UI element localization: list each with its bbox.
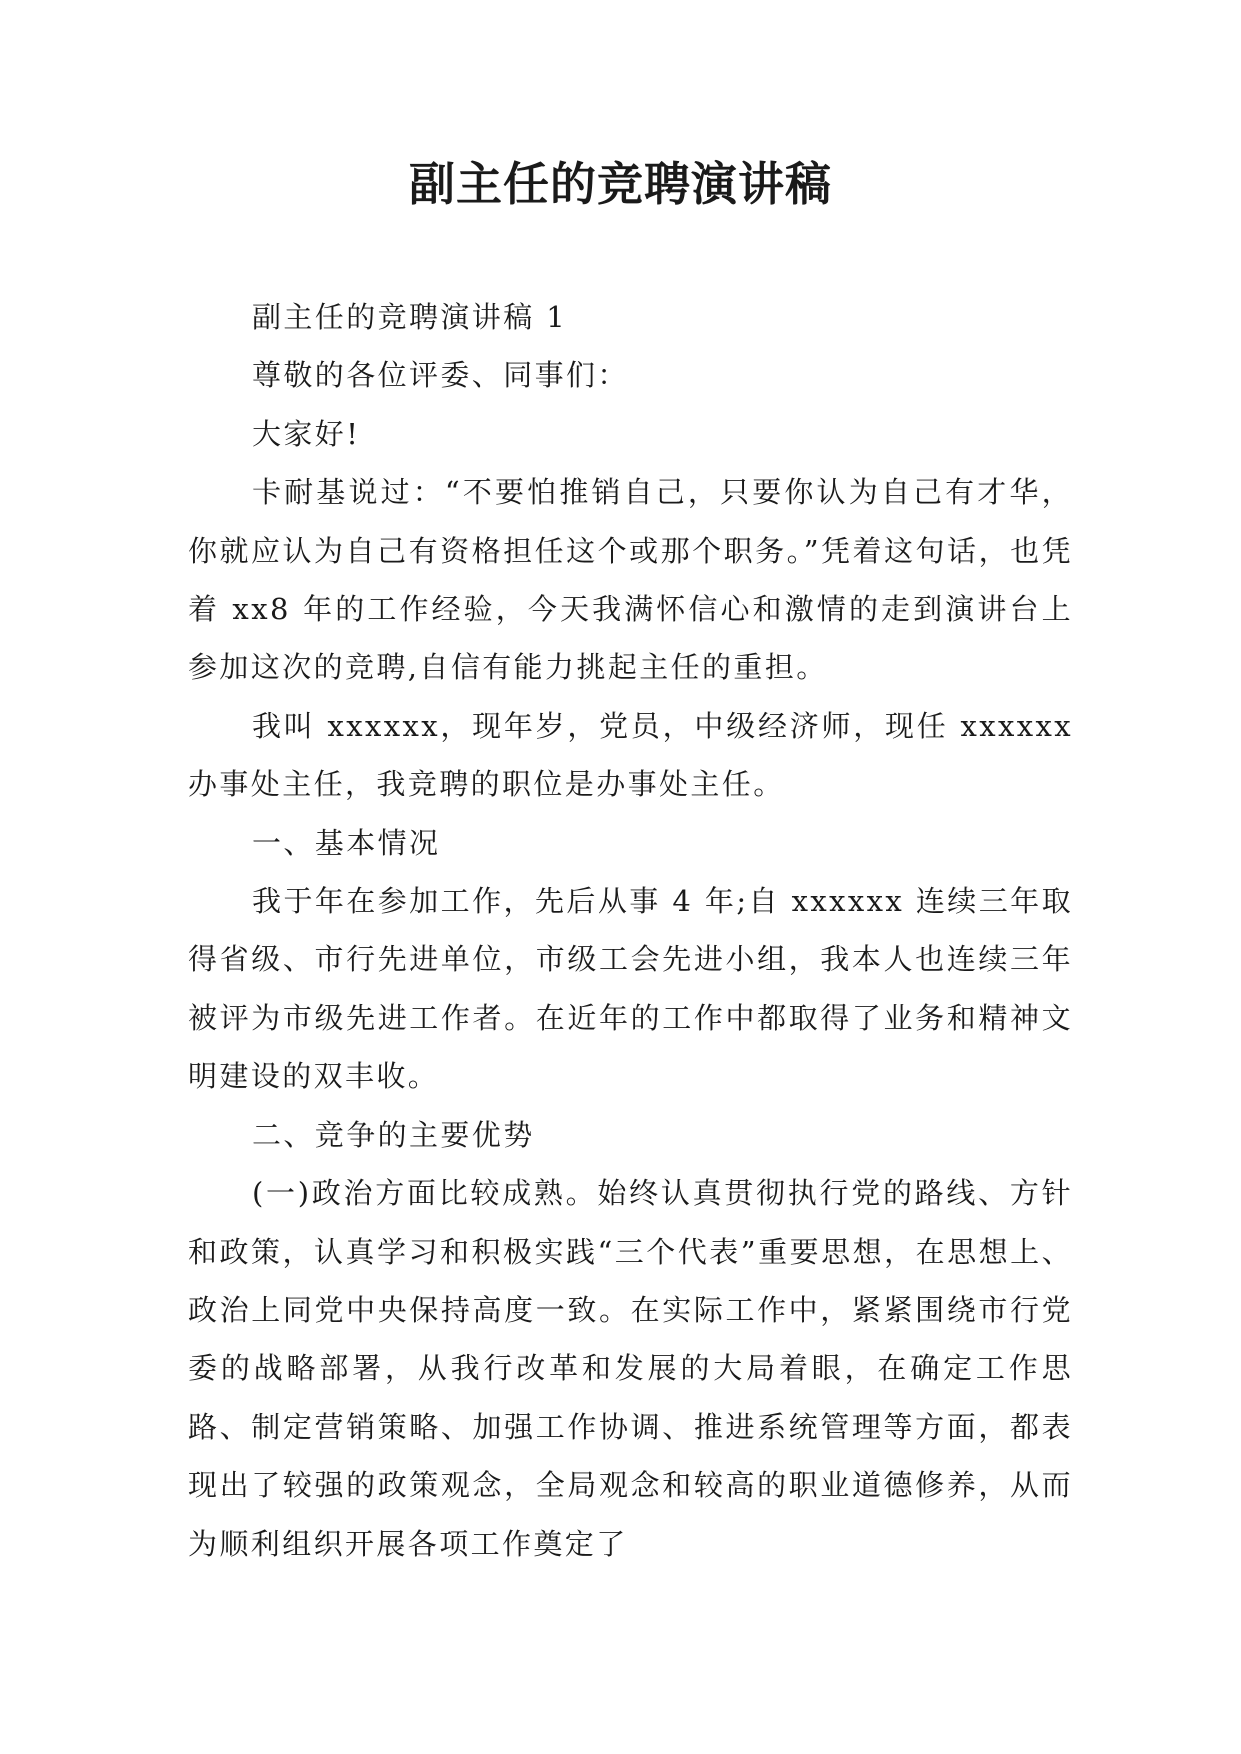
paragraph-salutation: 尊敬的各位评委、同事们：	[252, 358, 629, 393]
document-title: 副主任的竞聘演讲稿	[409, 157, 832, 211]
paragraph-heading-1: 副主任的竞聘演讲稿 1	[252, 300, 568, 334]
paragraph-introduction: 我叫 xxxxxx，现年岁，党员，中级经济师，现任 xxxxxx 办事处主任，我竞聘的职位是办事处主任。	[188, 708, 1073, 802]
paragraph-greeting: 大家好!	[252, 416, 361, 451]
paragraph-basic-info: 我于年在参加工作，先后从事 4 年;自 xxxxxx 连续三年取得省级、市行先进单位，市级工会先进小组，我本人也连续三年被评为市级先进工作者。在近年的工作中都取得了业务和精神文明建设的双丰收。	[188, 884, 1073, 1094]
section-heading-advantages: 二、竞争的主要优势	[252, 1117, 535, 1152]
section-heading-basic-info: 一、基本情况	[252, 825, 441, 860]
paragraph-political: (一)政治方面比较成熟。始终认真贯彻执行党的路线、方针和政策，认真学习和积极实践“三个代表”重要思想，在思想上、政治上同党中央保持高度一致。在实际工作中，紧紧围绕市行党委的战略部署，从我行改革和发展的大局着眼，在确定工作思路、制定营销策略、加强工作协调、推进系统管理等方面，都表现出了较强的政策观念，全局观念和较高的职业道德修养，从而为顺利组织开展各项工作奠定了	[188, 1176, 1073, 1561]
paragraph-quote: 卡耐基说过：“不要怕推销自己，只要你认为自己有才华，你就应认为自己有资格担任这个或那个职务。”凭着这句话，也凭着 xx8 年的工作经验，今天我满怀信心和激情的走到演讲台上参加这次的竞聘,自信有能力挑起主任的重担。	[188, 475, 1073, 685]
document-body	[188, 288, 1073, 1573]
